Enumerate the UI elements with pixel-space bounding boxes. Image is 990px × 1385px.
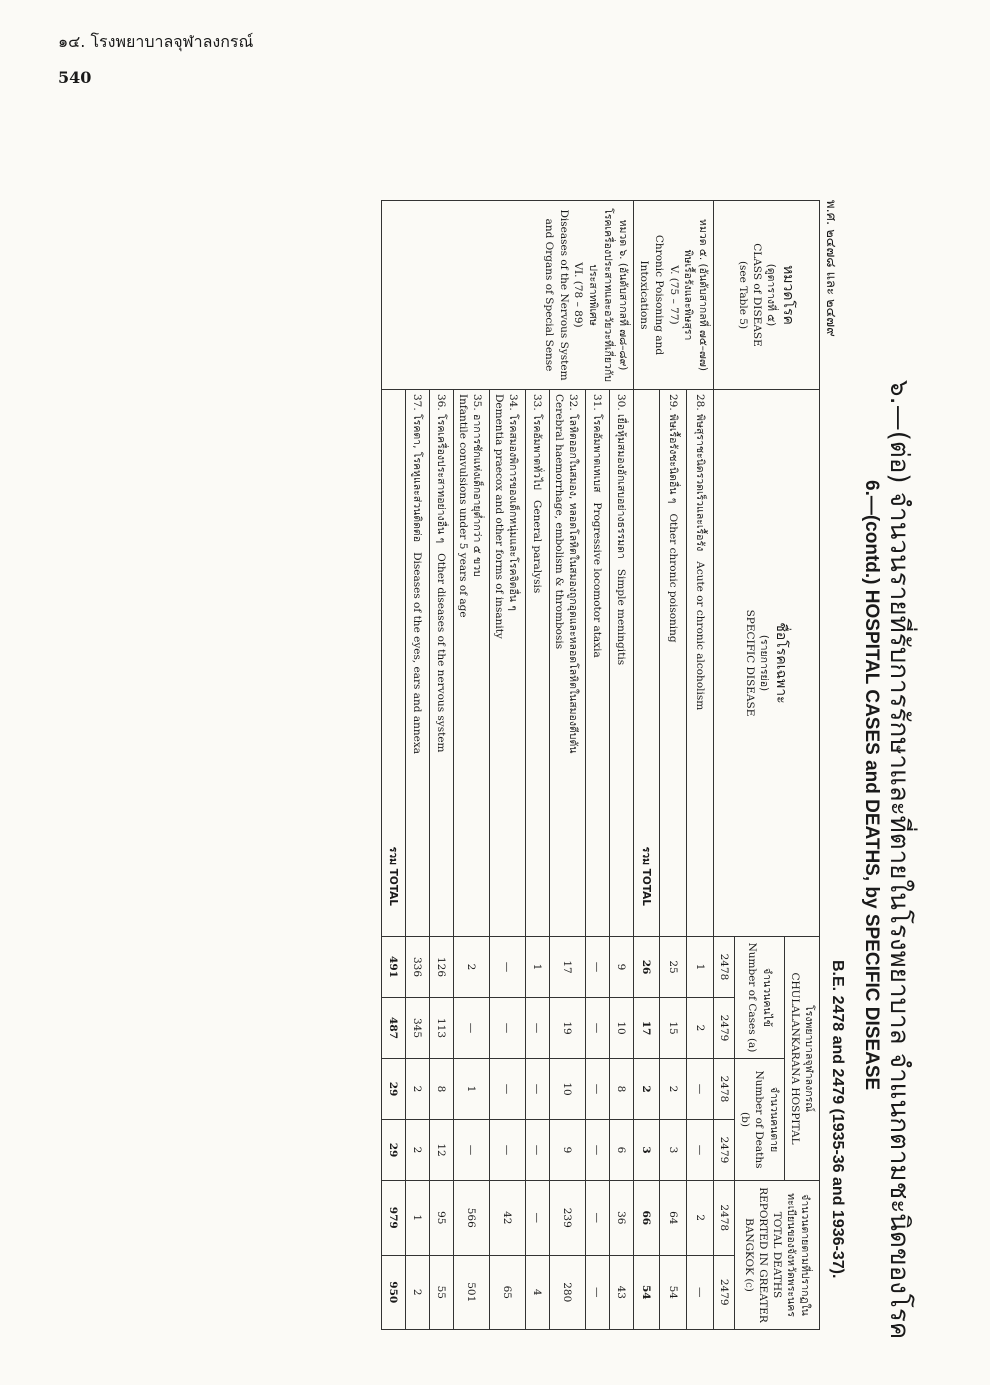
class-number: V. (75 – 77) — [667, 265, 680, 325]
disease-name-english: Cerebral haemorrhage, embolism & thrombosis — [552, 394, 565, 650]
cases-2479: 345 — [405, 998, 429, 1059]
class-number: VI. (78 – 89) — [572, 262, 585, 328]
total-bangkok-deaths-2479: 54 — [633, 1255, 660, 1330]
disease-cell — [585, 390, 609, 937]
deaths-header-english: Number of Deaths (b) — [739, 1070, 766, 1169]
disease-cell — [489, 390, 525, 937]
row-number: 35. — [470, 394, 483, 411]
disease-name-thai: โรคเครื่องประสาทอย่างอื่น ๆ — [434, 414, 447, 544]
year-header: 2478 — [713, 1059, 734, 1120]
cases-2478: 126 — [429, 937, 453, 998]
deaths-2479: — — [687, 1120, 714, 1181]
disease-name-thai: โรคอัมพาตทั่วไป — [530, 414, 543, 490]
class-label-thai: พิษเรื้อรังและพิษสุรา — [682, 249, 695, 341]
cases-header-english: Number of Cases (a) — [746, 942, 759, 1053]
cases-2478: — — [585, 937, 609, 998]
class-label-thai: หมวด ๖. (อันดับสากลที่ ๗๘–๘๙) — [616, 219, 629, 371]
total-bangkok-deaths-2478: 979 — [381, 1181, 405, 1256]
bangkok-deaths-2479: 2 — [405, 1255, 429, 1330]
cases-2479: — — [525, 998, 549, 1059]
disease-cell — [405, 390, 429, 937]
total-deaths-2479: 3 — [633, 1120, 660, 1181]
total-cases-2478: 26 — [633, 937, 660, 998]
rotated-table-page — [170, 120, 960, 1360]
deaths-2478: 1 — [453, 1059, 489, 1120]
row-number: 28. — [693, 394, 706, 411]
cases-2478: 17 — [549, 937, 585, 998]
disease-name-english: Acute or chronic alcoholism — [693, 561, 706, 711]
row-number: 32. — [566, 394, 579, 411]
disease-name-thai: พิษสุราชะนิดรวดเร็วและเรื้อรัง — [693, 414, 706, 552]
bangkok-deaths-2479: 501 — [453, 1255, 489, 1330]
bangkok-deaths-2478: 566 — [453, 1181, 489, 1256]
bangkok-deaths-2479: 54 — [660, 1255, 687, 1330]
total-deaths-2478: 29 — [381, 1059, 405, 1120]
bangkok-deaths-2479: — — [585, 1255, 609, 1330]
total-cases-2479: 17 — [633, 998, 660, 1059]
deaths-2479: 6 — [609, 1120, 633, 1181]
cases-2478: 9 — [609, 937, 633, 998]
deaths-2478: — — [585, 1059, 609, 1120]
row-number: 37. — [410, 394, 423, 411]
cases-2479: — — [489, 998, 525, 1059]
class-cell — [633, 201, 713, 390]
cases-column-header — [735, 937, 785, 1059]
deaths-2478: — — [687, 1059, 714, 1120]
total-deaths-2478: 2 — [633, 1059, 660, 1120]
disease-header-thai: ชื่อโรคเฉพาะ — [773, 622, 790, 704]
deaths-2479: 3 — [660, 1120, 687, 1181]
disease-cell — [549, 390, 585, 937]
deaths-2478: 2 — [660, 1059, 687, 1120]
class-header-ref-english: (see Table 5) — [736, 260, 749, 330]
disease-name-english: Progressive locomotor ataxia — [590, 502, 603, 658]
class-cell — [381, 201, 633, 390]
bangkok-deaths-2479: 55 — [429, 1255, 453, 1330]
deaths-2478: — — [489, 1059, 525, 1120]
class-label-thai: หมวด ๕. (อันดับสากลที่ ๗๕–๗๗) — [696, 219, 709, 371]
bangkok-deaths-2478: — — [585, 1181, 609, 1256]
table-title-english: 6.—(contd.) HOSPITAL CASES and DEATHS, by SPECIFIC DISEASE — [861, 480, 882, 1091]
deaths-2478: 2 — [405, 1059, 429, 1120]
cases-2478: 1 — [687, 937, 714, 998]
cases-2478: 1 — [525, 937, 549, 998]
disease-name-english: Other diseases of the nervous system — [434, 553, 447, 753]
class-header-thai: หมวดโรค — [780, 265, 797, 325]
running-header: ๑๔. โรงพยาบาลจุฬาลงกรณ์ — [58, 32, 254, 51]
disease-statistics-table — [381, 200, 820, 1330]
cases-2479: 10 — [609, 998, 633, 1059]
row-number: 29. — [666, 394, 679, 411]
table-title-thai: ๖.—(ต่อ) จำนวนรายที่รับการรักษาและที่ตายในโรงพยาบาล จำแนกตามชะนิดของโรค — [884, 380, 914, 1340]
disease-cell — [660, 390, 687, 937]
disease-name-english: Other chronic poisoning — [666, 513, 679, 643]
hospital-header-english: CHULALANKARANA HOSPITAL — [788, 972, 801, 1145]
disease-cell — [453, 390, 489, 937]
disease-name-english: Dementia praecox and other forms of insanity — [492, 394, 505, 639]
bangkok-deaths-2479: 4 — [525, 1255, 549, 1330]
year-header: 2479 — [713, 998, 734, 1059]
year-header: 2478 — [713, 1181, 734, 1256]
disease-name-thai: อาการชักแห่งเด็กอายุต่ำกว่า ๕ ขวบ — [470, 414, 483, 577]
class-label-thai: โรคเครื่องประสาทและอวัยวะที่เกี่ยวกับประสาทพิเศษ — [587, 208, 614, 382]
row-number: 36. — [434, 394, 447, 411]
bangkok-deaths-2478: 2 — [687, 1181, 714, 1256]
total-cases-2479: 487 — [381, 998, 405, 1059]
row-number: 31. — [590, 394, 603, 411]
deaths-2479: — — [525, 1120, 549, 1181]
hospital-column-group-header — [784, 937, 819, 1181]
disease-header-english: SPECIFIC DISEASE — [744, 609, 757, 717]
table-row — [687, 201, 714, 1330]
year-header: 2479 — [713, 1255, 734, 1330]
year-header: 2478 — [713, 937, 734, 998]
deaths-2478: 10 — [549, 1059, 585, 1120]
disease-name-english: General paralysis — [530, 500, 543, 594]
disease-name-thai: โรคอัมพาตเทเบส — [590, 414, 603, 493]
deaths-column-header — [735, 1059, 785, 1181]
disease-name-thai: พิษเรื้อรังชะนิดอื่น ๆ — [666, 414, 679, 504]
class-column-header — [713, 201, 819, 390]
deaths-header-thai: จำนวนคนตาย — [767, 1086, 780, 1153]
bangkok-deaths-2478: 95 — [429, 1181, 453, 1256]
page-number: 540 — [58, 68, 92, 87]
bangkok-deaths-2479: 65 — [489, 1255, 525, 1330]
disease-cell — [525, 390, 549, 937]
class-header-ref-thai: (ดูตารางที่ ๕) — [765, 263, 778, 327]
total-bangkok-deaths-2479: 950 — [381, 1255, 405, 1330]
hospital-header-thai: โรงพยาบาลจุฬาลงกรณ์ — [803, 1005, 815, 1112]
deaths-2478: — — [525, 1059, 549, 1120]
total-label: รวม TOTAL — [633, 390, 660, 937]
class-label-english: Chronic Poisoning and Intoxications — [638, 234, 665, 356]
bangkok-deaths-2478: — — [525, 1181, 549, 1256]
cases-2478: 25 — [660, 937, 687, 998]
year-header: 2479 — [713, 1120, 734, 1181]
bangkok-deaths-2479: — — [687, 1255, 714, 1330]
total-deaths-header-english: TOTAL DEATHS REPORTED IN GREATER BANGKOK (c) — [742, 1187, 784, 1323]
disease-name-english: Infantile convulsions under 5 years of age — [456, 394, 469, 618]
class-header-english: CLASS of DISEASE — [751, 243, 764, 347]
deaths-2479: 9 — [549, 1120, 585, 1181]
deaths-2479: 12 — [429, 1120, 453, 1181]
total-deaths-header-thai: จำนวนตายตามที่ปรากฏในทะเบียนของจังหวัดพระนคร — [785, 1193, 812, 1317]
cases-2479: 19 — [549, 998, 585, 1059]
cases-2478: — — [489, 937, 525, 998]
year-label-english: B.E. 2478 and 2479 (1935-36 and 1936-37). — [829, 960, 846, 1279]
cases-2479: — — [453, 998, 489, 1059]
cases-header-thai: จำนวนคนไข้ — [760, 968, 773, 1027]
disease-cell — [429, 390, 453, 937]
disease-column-header — [713, 390, 819, 937]
deaths-2479: 2 — [405, 1120, 429, 1181]
disease-name-english: Simple meningitis — [614, 568, 627, 666]
bangkok-deaths-2478: 239 — [549, 1181, 585, 1256]
row-number: 33. — [530, 394, 543, 411]
total-label: รวม TOTAL — [381, 390, 405, 937]
row-number: 30. — [614, 394, 627, 411]
year-label-thai: พ.ศ. ๒๔๗๘ และ ๒๔๗๙ — [823, 200, 838, 337]
total-deaths-column-header — [735, 1181, 820, 1330]
row-number: 34. — [506, 394, 519, 411]
disease-header-sub-thai: (รายการย่อ) — [758, 634, 771, 692]
cases-2478: 336 — [405, 937, 429, 998]
disease-cell — [609, 390, 633, 937]
total-bangkok-deaths-2478: 66 — [633, 1181, 660, 1256]
bangkok-deaths-2478: 42 — [489, 1181, 525, 1256]
disease-name-thai: เยื่อหุ้มสมองอักเสบอย่างธรรมดา — [614, 414, 627, 559]
cases-2479: — — [585, 998, 609, 1059]
deaths-2478: 8 — [429, 1059, 453, 1120]
cases-2479: 15 — [660, 998, 687, 1059]
bangkok-deaths-2479: 43 — [609, 1255, 633, 1330]
cases-2478: 2 — [453, 937, 489, 998]
table-row — [609, 201, 633, 1330]
deaths-2479: — — [585, 1120, 609, 1181]
deaths-2479: — — [489, 1120, 525, 1181]
bangkok-deaths-2478: 36 — [609, 1181, 633, 1256]
disease-cell — [687, 390, 714, 937]
class-label-english: Diseases of the Nervous System and Organs of Special Sense — [543, 209, 570, 381]
disease-name-thai: โรคตา, โรคหูและส่วนติดต่อ — [410, 414, 423, 543]
total-deaths-2479: 29 — [381, 1120, 405, 1181]
total-cases-2478: 491 — [381, 937, 405, 998]
cases-2479: 113 — [429, 998, 453, 1059]
cases-2479: 2 — [687, 998, 714, 1059]
deaths-2478: 8 — [609, 1059, 633, 1120]
deaths-2479: — — [453, 1120, 489, 1181]
disease-name-english: Diseases of the eyes, ears and annexa — [410, 552, 423, 755]
disease-name-thai: โรคสมองพิการของเด็กหนุ่มและโรคจิตอื่น ๆ — [506, 414, 519, 611]
bangkok-deaths-2479: 280 — [549, 1255, 585, 1330]
disease-name-thai: โลหิตออกในสมอง, หลอดโลหิตในสมองถูกอุดและหลอดโลหิตในสมองตีบตัน — [566, 414, 579, 754]
bangkok-deaths-2478: 64 — [660, 1181, 687, 1256]
bangkok-deaths-2478: 1 — [405, 1181, 429, 1256]
